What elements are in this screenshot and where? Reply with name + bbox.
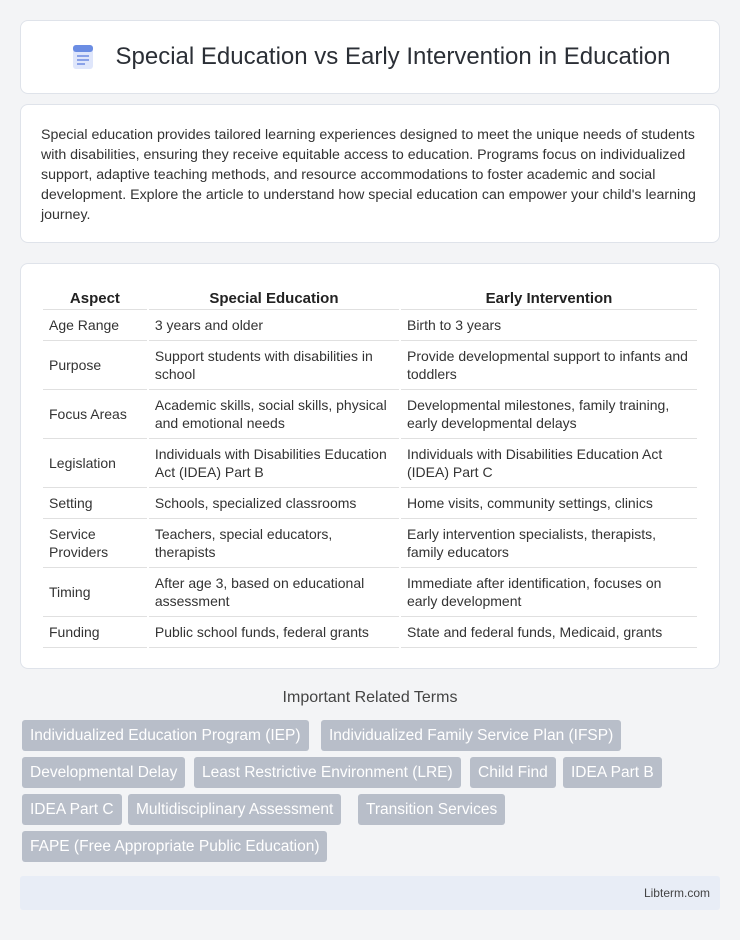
tag-idea-part-c[interactable]: IDEA Part C bbox=[22, 794, 122, 825]
special-education-cell: Public school funds, federal grants bbox=[149, 617, 399, 648]
aspect-cell: Purpose bbox=[43, 341, 147, 390]
document-icon bbox=[70, 44, 96, 70]
early-intervention-cell: State and federal funds, Medicaid, grants bbox=[401, 617, 697, 648]
table-header-row bbox=[43, 282, 697, 310]
aspect-cell: Funding bbox=[43, 617, 147, 648]
aspect-cell: Age Range bbox=[43, 310, 147, 341]
comparison-table bbox=[41, 282, 699, 648]
table-row bbox=[43, 488, 697, 519]
early-intervention-cell: Provide developmental support to infants and toddlers bbox=[401, 341, 697, 390]
special-education-cell: Individuals with Disabilities Education Act (IDEA) Part B bbox=[149, 439, 399, 488]
footer bbox=[20, 876, 720, 910]
tag-fape[interactable]: FAPE (Free Appropriate Public Education) bbox=[22, 831, 327, 862]
page-title: Special Education vs Early Intervention in Education bbox=[115, 43, 671, 70]
early-intervention-cell: Early intervention specialists, therapists, family educators bbox=[401, 519, 697, 568]
title-card bbox=[20, 20, 720, 94]
related-terms-title: Important Related Terms bbox=[282, 689, 458, 706]
tag-developmental-delay[interactable]: Developmental Delay bbox=[22, 757, 185, 788]
tag-ifsp[interactable]: Individualized Family Service Plan (IFSP) bbox=[321, 720, 621, 751]
tag-lre[interactable]: Least Restrictive Environment (LRE) bbox=[194, 757, 461, 788]
table-row bbox=[43, 439, 697, 488]
early-intervention-cell: Developmental milestones, family training, early developmental delays bbox=[401, 390, 697, 439]
aspect-cell: Service Providers bbox=[43, 519, 147, 568]
aspect-cell: Setting bbox=[43, 488, 147, 519]
tag-transition-services[interactable]: Transition Services bbox=[358, 794, 505, 825]
intro-card bbox=[20, 104, 720, 243]
special-education-cell: Teachers, special educators, therapists bbox=[149, 519, 399, 568]
table-row bbox=[43, 568, 697, 617]
table-row bbox=[43, 310, 697, 341]
table-row bbox=[43, 519, 697, 568]
special-education-cell: Academic skills, social skills, physical and emotional needs bbox=[149, 390, 399, 439]
tag-iep[interactable]: Individualized Education Program (IEP) bbox=[22, 720, 309, 751]
early-intervention-cell: Birth to 3 years bbox=[401, 310, 697, 341]
aspect-cell: Focus Areas bbox=[43, 390, 147, 439]
column-header-special-education: Special Education bbox=[149, 282, 399, 310]
intro-text: Special education provides tailored learning experiences designed to meet the unique needs of students with disabilities, ensuring they receive equitable access to education. Programs focus on individualized support, adaptive teaching methods, and resource accommodations to foster academic and social development. Explore the article to understand how special education can empower your child's learning journey. bbox=[41, 127, 696, 223]
tag-multidisciplinary-assessment[interactable]: Multidisciplinary Assessment bbox=[128, 794, 341, 825]
special-education-cell: Support students with disabilities in school bbox=[149, 341, 399, 390]
aspect-cell: Legislation bbox=[43, 439, 147, 488]
column-header-early-intervention: Early Intervention bbox=[401, 282, 697, 310]
comparison-table-card bbox=[20, 263, 720, 669]
early-intervention-cell: Immediate after identification, focuses on early development bbox=[401, 568, 697, 617]
table-row bbox=[43, 390, 697, 439]
early-intervention-cell: Home visits, community settings, clinics bbox=[401, 488, 697, 519]
special-education-cell: Schools, specialized classrooms bbox=[149, 488, 399, 519]
table-row bbox=[43, 341, 697, 390]
aspect-cell: Timing bbox=[43, 568, 147, 617]
footer-brand-link[interactable]: Libterm.com bbox=[643, 886, 710, 900]
special-education-cell: 3 years and older bbox=[149, 310, 399, 341]
special-education-cell: After age 3, based on educational assessment bbox=[149, 568, 399, 617]
tag-child-find[interactable]: Child Find bbox=[470, 757, 556, 788]
early-intervention-cell: Individuals with Disabilities Education Act (IDEA) Part C bbox=[401, 439, 697, 488]
table-row bbox=[43, 617, 697, 648]
column-header-aspect: Aspect bbox=[43, 282, 147, 310]
tag-idea-part-b[interactable]: IDEA Part B bbox=[563, 757, 662, 788]
